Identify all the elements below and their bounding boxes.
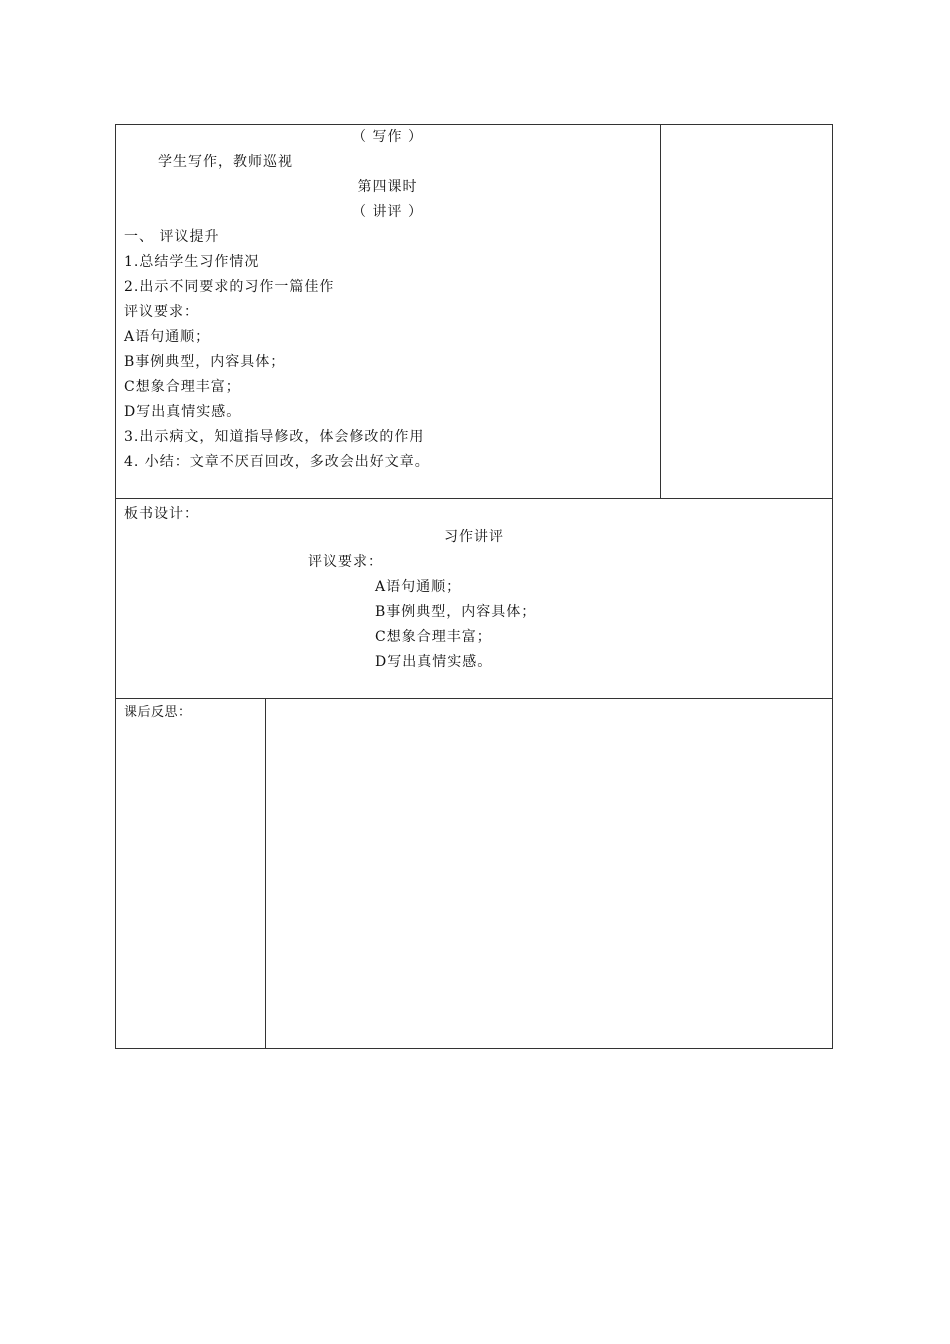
- row-divider-reflection: [115, 698, 833, 699]
- reflection-column-divider: [265, 698, 266, 1049]
- student-writing-line: 学生写作，教师巡视: [158, 154, 293, 170]
- notes-column-divider: [660, 124, 661, 499]
- criteria-item: C想象合理丰富；: [124, 379, 241, 395]
- board-criteria-item: D写出真情实感。: [375, 654, 493, 670]
- lesson-item-4: 4. 小结：文章不厌百回改，多改会出好文章。: [124, 454, 430, 470]
- criteria-item: B事例典型，内容具体；: [124, 354, 286, 370]
- review-heading: （ 讲评 ）: [352, 204, 423, 220]
- writing-heading: （ 写作 ）: [352, 129, 423, 145]
- criteria-label: 评议要求：: [124, 304, 199, 320]
- criteria-item: A语句通顺；: [124, 329, 211, 345]
- criteria-item: D写出真情实感。: [124, 404, 242, 420]
- lesson-item-1: 1.总结学生习作情况: [124, 254, 260, 270]
- lesson-item-3: 3.出示病文，知道指导修改，体会修改的作用: [124, 429, 425, 445]
- board-criteria-label: 评议要求：: [308, 554, 383, 570]
- fourth-period-heading: 第四课时: [357, 179, 418, 195]
- board-criteria-item: A语句通顺；: [375, 579, 462, 595]
- board-criteria-item: C想象合理丰富；: [375, 629, 492, 645]
- lesson-item-2: 2.出示不同要求的习作一篇佳作: [124, 279, 335, 295]
- board-title: 习作讲评: [444, 529, 504, 545]
- board-design-label: 板书设计：: [124, 506, 199, 522]
- reflection-label: 课后反思：: [124, 705, 192, 720]
- section-one-heading: 一、 评议提升: [124, 229, 220, 245]
- row-divider-board: [115, 498, 833, 499]
- board-criteria-item: B事例典型，内容具体；: [375, 604, 537, 620]
